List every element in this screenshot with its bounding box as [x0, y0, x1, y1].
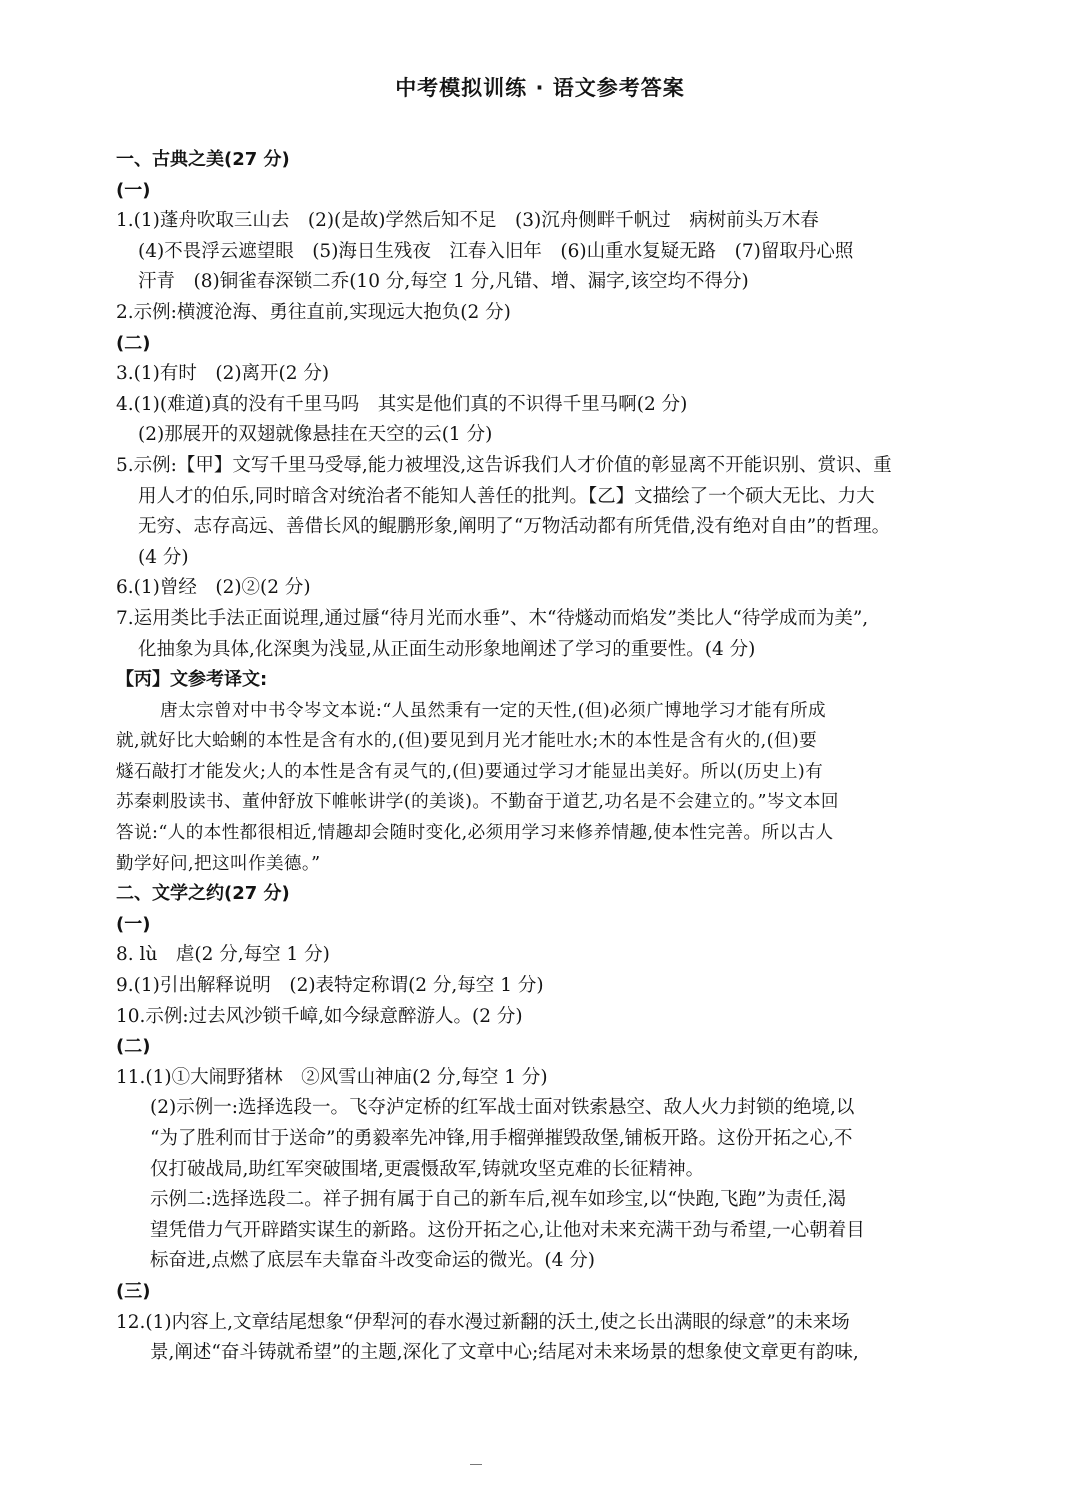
text-line: 勤学好问,把这叫作美德。” — [116, 853, 321, 874]
text-line: 景,阐述“奋斗铸就希望”的主题,深化了文章中心;结尾对未来场景的想象使文章更有韵味, — [150, 1342, 859, 1364]
text-line: 苏秦刺股读书、董仲舒放下帷帐讲学(的美谈)。不勤奋于道艺,功名是不会建立的。”岑文本回 — [116, 792, 839, 813]
text-line: 【丙】文参考译文: — [116, 669, 268, 691]
text-line: 化抽象为具体,化深奥为浅显,从正面生动形象地阐述了学习的重要性。(4 分) — [138, 638, 756, 660]
text-line: 用人才的伯乐,同时暗含对统治者不能知人善任的批判。【乙】文描绘了一个硕大无比、力大 — [138, 485, 875, 507]
page-title: 中考模拟训练 · 语文参考答案 — [395, 76, 685, 100]
text-line: 无穷、志存高远、善借长风的鲲鹏形象,阐明了“万物活动都有所凭借,没有绝对自由”的哲理。 — [138, 516, 891, 538]
text-line: 11.(1)①大闹野猪林 ②风雪山神庙(2 分,每空 1 分) — [116, 1066, 548, 1088]
text-line: 就,就好比大蛤蜊的本性是含有水的,(但)要见到月光才能吐水;木的本性是含有火的,(但)要 — [116, 731, 818, 752]
text-line: 8. lù 虐(2 分,每空 1 分) — [116, 944, 330, 966]
text-line: 二、文学之约(27 分) — [116, 883, 290, 905]
text-line: 答说:“人的本性都很相近,情趣却会随时变化,必须用学习来修养情趣,使本性完善。所以古人 — [116, 823, 834, 844]
text-line: (一) — [116, 179, 151, 201]
text-line: 一、古典之美(27 分) — [116, 149, 290, 170]
text-line: 仅打破战局,助红军突破围堵,更震慑敌军,铸就攻坚克难的长征精神。 — [150, 1158, 705, 1180]
text-line: 6.(1)曾经 (2)②(2 分) — [116, 577, 311, 599]
text-line: 5.示例:【甲】文写千里马受辱,能力被埋没,这告诉我们人才价值的彰显离不开能识别、赏识、重 — [116, 454, 892, 476]
text-line: 唐太宗曾对中书令岑文本说:“人虽然秉有一定的天性,(但)必须广博地学习才能有所成 — [160, 700, 827, 721]
text-line: (三) — [116, 1280, 151, 1302]
text-line: 望凭借力气开辟踏实谋生的新路。这份开拓之心,让他对未来充满干劲与希望,一心朝着目 — [150, 1219, 865, 1241]
text-line: 12.(1)内容上,文章结尾想象“伊犁河的春水漫过新翻的沃土,使之长出满眼的绿意”的未来场 — [116, 1311, 850, 1333]
text-line: 1.(1)蓬舟吹取三山去 (2)(是故)学然后知不足 (3)沉舟侧畔千帆过 病树前头万木春 — [116, 210, 819, 232]
text-line: (二) — [116, 1036, 151, 1058]
text-line: 燧石敲打才能发火;人的本性是含有灵气的,(但)要通过学习才能显出美好。所以(历史上)有 — [116, 761, 824, 782]
text-line: (4 分) — [138, 546, 189, 568]
text-line: 汗青 (8)铜雀春深锁二乔(10 分,每空 1 分,凡错、增、漏字,该空均不得分) — [138, 271, 749, 293]
text-line: 示例二:选择选段二。祥子拥有属于自己的新车后,视车如珍宝,以“快跑,飞跑”为责任,渴 — [150, 1189, 847, 1211]
text-line: 标奋进,点燃了底层车夫靠奋斗改变命运的微光。(4 分) — [150, 1250, 595, 1272]
text-line: 3.(1)有时 (2)离开(2 分) — [116, 363, 330, 385]
text-line: (2)示例一:选择选段一。飞夺泸定桥的红军战士面对铁索悬空、敌人火力封锁的绝境,以 — [150, 1097, 855, 1119]
text-line: 2.示例:横渡沧海、勇往直前,实现远大抱负(2 分) — [116, 301, 511, 323]
text-line: 10.示例:过去风沙锁千嶂,如今绿意醉游人。(2 分) — [116, 1005, 523, 1027]
text-line: (4)不畏浮云遮望眼 (5)海日生残夜 江春入旧年 (6)山重水复疑无路 (7)留取丹心照 — [138, 240, 854, 262]
text-line: (二) — [116, 332, 151, 354]
text-line: 7.运用类比手法正面说理,通过蜃“待月光而水垂”、木“待燧动而焰发”类比人“待学成而为美”, — [116, 607, 869, 629]
answer-body — [116, 145, 966, 1369]
text-line: (2)那展开的双翅就像悬挂在天空的云(1 分) — [138, 424, 493, 446]
text-line: (一) — [116, 913, 151, 935]
text-line: “为了胜利而甘于送命”的勇毅率先冲锋,用手榴弹摧毁敌堡,铺板开路。这份开拓之心,不 — [150, 1128, 853, 1149]
page-number-dash — [470, 1464, 482, 1465]
text-line: 4.(1)(难道)真的没有千里马吗 其实是他们真的不识得千里马啊(2 分) — [116, 393, 688, 415]
text-line: 9.(1)引出解释说明 (2)表特定称谓(2 分,每空 1 分) — [116, 975, 544, 997]
